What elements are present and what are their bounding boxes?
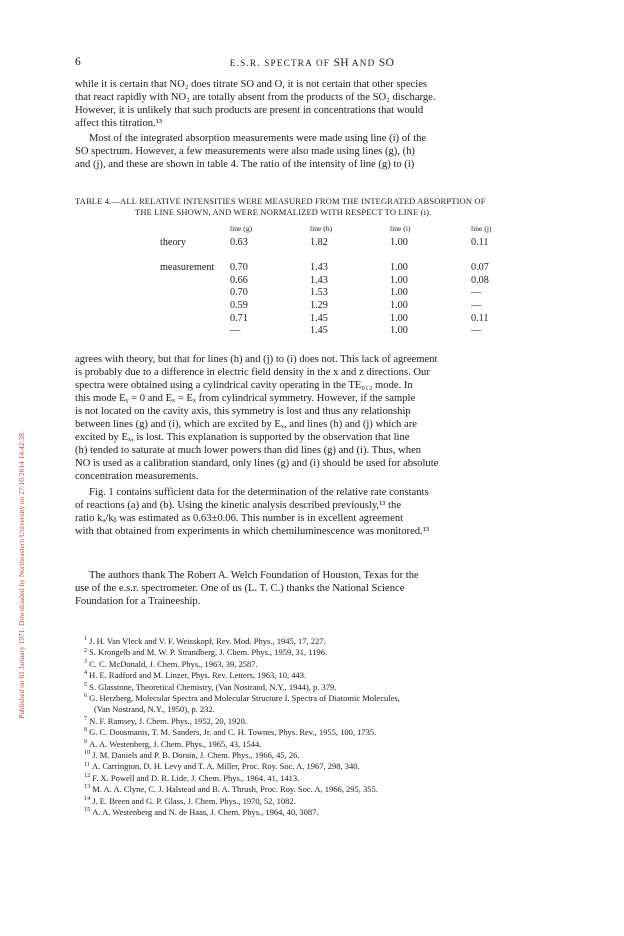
table-cell: 1.29 bbox=[310, 299, 328, 311]
paragraph-2: Most of the integrated absorption measurements were made using line (i) of the SO spectrum. However, a few measurements were also made using lines (g), (h) and (j), and these are shown in table 4. The ratio of the intensity of line (g) to (i) bbox=[75, 133, 427, 170]
table-header: line (i) bbox=[390, 224, 411, 233]
row-label bbox=[160, 313, 230, 326]
table-cell: 1.45 bbox=[310, 312, 328, 324]
table-cell: 1.00 bbox=[390, 287, 408, 299]
reference-item: $^8$ G. C. Dousmanis, T. M. Sanders, Jr. and C. H. Townes, Phys. Rev., 1955, 100, 1735. bbox=[84, 726, 377, 738]
table-cell: 1.00 bbox=[390, 325, 408, 337]
table-cell: 0.07 bbox=[471, 262, 489, 274]
table-cell: 1.00 bbox=[390, 299, 408, 311]
reference-item: $^4$ H. E. Radford and M. Linzer, Phys. Rev. Letters, 1963, 10, 443. bbox=[84, 669, 307, 681]
table-cell: 1.43 bbox=[310, 274, 328, 286]
acknowledgements: The authors thank The Robert A. Welch Foundation of Houston, Texas for the use of the e.s.r. spectrometer. One of us (L. T. C.) thanks the National Science Foundation for a Traineeship. bbox=[75, 570, 419, 607]
table-row bbox=[160, 325, 511, 338]
reference-item: $^1$ J. H. Van Vleck and V. F. Weisskopf, Rev. Mod. Phys., 1945, 17, 227. bbox=[84, 635, 326, 646]
table-row bbox=[160, 287, 511, 300]
table-cell: — bbox=[471, 299, 482, 311]
reference-item: $^7$ N. F. Ramsey, J. Chem. Phys., 1952, 20, 1920. bbox=[84, 715, 248, 726]
paragraph-1: while it is certain that NO₂ does titrate SO and O, it is not certain that other species that react rapidly with NO₂ are totally absent from the products of the SO₂ discharge. However, it is unlikely that such products are present in concentrations that would affect this titration.¹³ bbox=[75, 79, 436, 129]
row-label bbox=[160, 325, 230, 338]
reference-item: $^{14}$ J. E. Breen and G. P. Glass, J. Chem. Phys., 1970, 52, 1082. bbox=[84, 794, 296, 806]
table-header: line (h) bbox=[310, 224, 333, 233]
row-label: theory bbox=[160, 237, 187, 248]
table-cell: 1.00 bbox=[390, 312, 408, 324]
table-row bbox=[160, 237, 511, 250]
paragraph-3: agrees with theory, but that for lines (h) and (j) to (i) does not. This lack of agreement is probably due to a difference in electric field density in the x and z directions. Our spectra were obtained using a cylindrical cavity operating in the TE₀₁₂ mode. In this mode Eᵧ = 0 and Eₓ = Eₓ from cylindrical symmetry. However, if the sample is not located on the cavity axis, this symmetry is lost and thus any relationship between lines (g) and (i), which are excited by Eₓ, and lines (h) and (j) which are excited by Eₓ, is lost. This explanation is supported by the observation that line (h) tended to saturate at much lower powers than did lines (g) and (i). Thus, when NO is used as a calibration standard, only lines (g) and (i) should be used for absolute concentration measurements. bbox=[75, 354, 439, 482]
reference-item: $^{10}$ J. M. Daniels and P. B. Dorain, J. Chem. Phys., 1966, 45, 26. bbox=[84, 749, 300, 761]
table-cell: 0.11 bbox=[471, 237, 489, 248]
table-cell: 0.71 bbox=[230, 312, 248, 324]
table-caption: TABLE 4.—ALL RELATIVE INTENSITIES WERE MEASURED FROM THE INTEGRATED ABSORPTION OF THE LINE SHOWN, AND WERE NORMALIZED WITH RESPECT TO LINE (i). bbox=[75, 196, 486, 218]
paragraph-4: Fig. 1 contains sufficient data for the determination of the relative rate constants of reactions (a) and (b). Using the kinetic analysis described previously,¹³ the ratio kₐ/kᵦ was estimated as 0.63±0.06. This number is in excellent agreement with that obtained from experiments in which chemiluminescence was monitored.¹³ bbox=[75, 487, 430, 537]
table-cell: — bbox=[471, 287, 482, 299]
row-label: measurement bbox=[160, 262, 215, 274]
row-label bbox=[160, 300, 230, 313]
table-row bbox=[160, 275, 511, 288]
table-cell: 1.45 bbox=[310, 325, 328, 337]
reference-item: $^{13}$ M. A. A. Clyne, C. J. Halstead and B. A. Thrush, Proc. Roy. Soc. A, 1966, 295, 355. bbox=[84, 783, 378, 795]
page-number: 6 bbox=[75, 56, 81, 68]
running-head: E.S.R. SPECTRA OF SH AND SO bbox=[229, 57, 395, 69]
reference-item: $^6$ G. Herzberg, Molecular Spectra and Molecular Structure I. Spectra of Diatomic Molecules, (Van Nostrand, N.Y., 1950), p. 232. bbox=[84, 692, 400, 715]
row-label bbox=[160, 287, 230, 300]
table-cell: 1.82 bbox=[310, 237, 328, 248]
table-cell: 0.08 bbox=[471, 274, 489, 286]
table-row bbox=[160, 313, 511, 326]
table-row bbox=[160, 262, 511, 275]
table-cell: 0.63 bbox=[230, 237, 248, 248]
reference-item: $^{11}$ A. Carrington, D. H. Levy and T. A. Miller, Proc. Roy. Soc. A, 1967, 298, 340. bbox=[84, 760, 360, 772]
table-cell: 0.70 bbox=[230, 262, 248, 274]
table-cell: 0.59 bbox=[230, 299, 248, 311]
table-row bbox=[160, 300, 511, 313]
reference-item: $^5$ S. Glasstone, Theoretical Chemistry, (Van Nostrand, N.Y., 1944), p. 379. bbox=[84, 680, 337, 692]
table-cell: 1.00 bbox=[390, 262, 408, 274]
reference-item: $^{12}$ F. X. Powell and D. R. Lide, J. Chem. Phys., 1964, 41, 1413. bbox=[84, 772, 300, 783]
table-cell: 0.70 bbox=[230, 287, 248, 299]
table-4 bbox=[160, 224, 511, 338]
table-cell: 1.00 bbox=[390, 237, 408, 248]
table-header: line (g) bbox=[230, 224, 253, 233]
reference-list bbox=[84, 636, 554, 819]
table-cell: 1.43 bbox=[310, 262, 328, 274]
table-cell: 1.53 bbox=[310, 287, 328, 299]
reference-item: $^{15}$ A. A. Westenberg and N. de Haas, J. Chem. Phys., 1964, 40, 3087. bbox=[84, 806, 319, 818]
table-cell: — bbox=[230, 325, 241, 337]
table-cell: 0.66 bbox=[230, 274, 248, 286]
table-cell: 1.00 bbox=[390, 274, 408, 286]
table-cell: — bbox=[471, 325, 482, 337]
row-label bbox=[160, 275, 230, 288]
table-cell: 0.11 bbox=[471, 312, 489, 324]
reference-item: $^9$ A. A. Westenberg, J. Chem. Phys., 1965, 43, 1544. bbox=[84, 737, 262, 749]
table-header-row bbox=[160, 224, 511, 237]
download-watermark: Published on 01 January 1971. Downloaded by Northeastern University on 27/10/2014 14:42:38. bbox=[17, 431, 26, 719]
table-header: line (j) bbox=[471, 224, 492, 233]
reference-item: $^3$ C. C. McDonald, J. Chem. Phys., 1963, 39, 2587. bbox=[84, 657, 258, 669]
reference-item: $^2$ S. Krongelb and M. W. P. Strandberg, J. Chem. Phys., 1959, 31, 1196. bbox=[84, 646, 328, 658]
